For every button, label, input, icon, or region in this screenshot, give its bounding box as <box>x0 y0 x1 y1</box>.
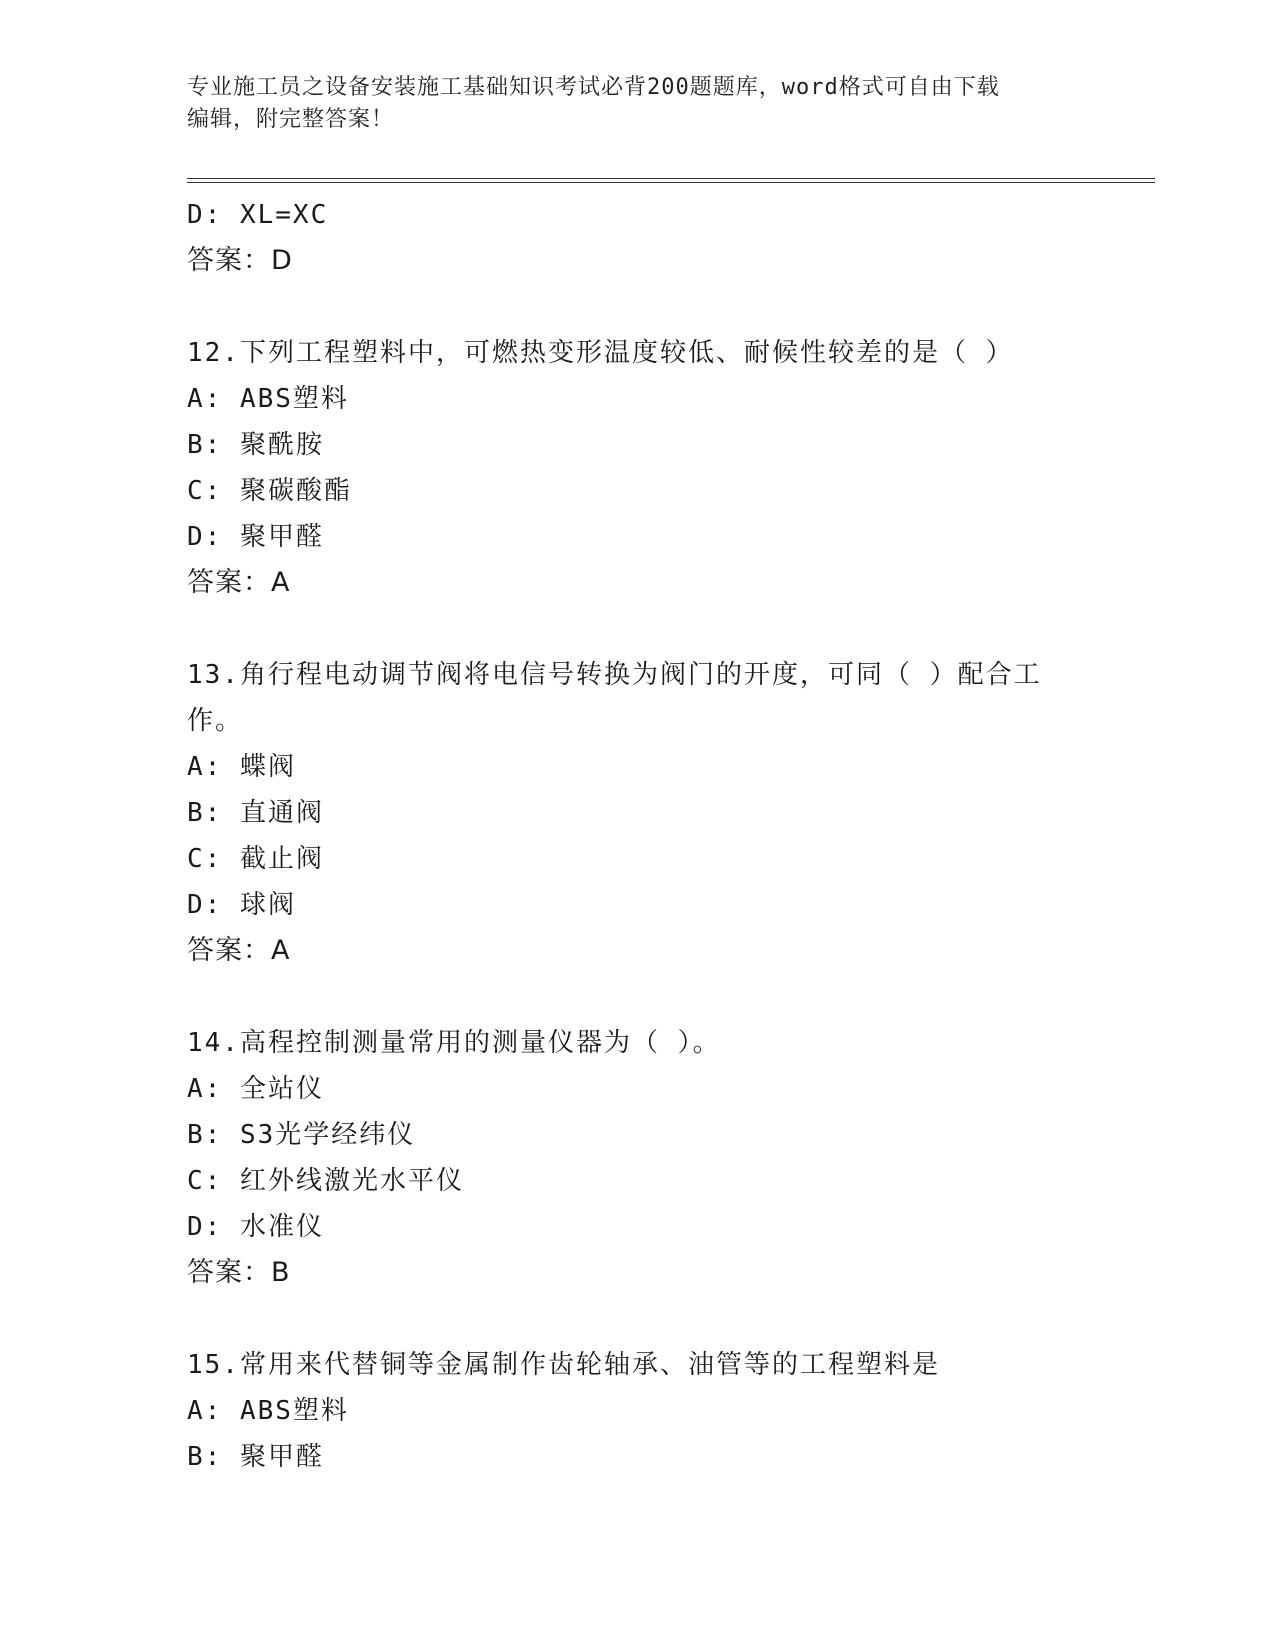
question-14 <box>187 1020 1087 1296</box>
answer: 答案：B <box>187 1257 291 1288</box>
option-a: A: 蝶阀 <box>187 752 296 782</box>
header-divider <box>187 178 1155 183</box>
option-d: D: 水准仪 <box>187 1212 324 1242</box>
spacer <box>187 1296 1087 1342</box>
option-b: B: 聚甲醛 <box>187 1442 324 1472</box>
option-a: A: ABS塑料 <box>187 1396 349 1426</box>
option-b: B: 聚酰胺 <box>187 430 324 460</box>
answer: 答案：A <box>187 935 291 966</box>
document-header <box>187 72 1087 136</box>
option-d: D: 球阀 <box>187 890 296 920</box>
option-d: D: 聚甲醛 <box>187 522 324 552</box>
option-c: C: 聚碳酸酯 <box>187 476 352 506</box>
question-stem-line-1: 13.角行程电动调节阀将电信号转换为阀门的开度，可同（ ）配合工 <box>187 660 1042 690</box>
question-15 <box>187 1342 1087 1480</box>
question-13 <box>187 652 1087 974</box>
exam-content <box>187 192 1087 1480</box>
option-c: C: 红外线激光水平仪 <box>187 1166 464 1196</box>
header-title-line-2: 编辑，附完整答案！ <box>187 107 395 132</box>
answer: 答案：A <box>187 567 291 598</box>
question-stem: 14.高程控制测量常用的测量仪器为（ ）。 <box>187 1028 721 1058</box>
option-b: B: S3光学经纬仪 <box>187 1120 416 1150</box>
question-12 <box>187 330 1087 606</box>
question-stem: 15.常用来代替铜等金属制作齿轮轴承、油管等的工程塑料是 <box>187 1350 940 1380</box>
option-c: C: 截止阀 <box>187 844 324 874</box>
spacer <box>187 974 1087 1020</box>
question-stem: 12.下列工程塑料中，可燃热变形温度较低、耐候性较差的是（ ） <box>187 338 1014 368</box>
option-a: A: 全站仪 <box>187 1074 324 1104</box>
option-a: A: ABS塑料 <box>187 384 349 414</box>
header-title-line-1: 专业施工员之设备安装施工基础知识考试必背200题题库，word格式可自由下载 <box>187 75 1000 100</box>
answer: 答案：D <box>187 245 293 276</box>
spacer <box>187 284 1087 330</box>
spacer <box>187 606 1087 652</box>
question-stem-line-2: 作。 <box>187 706 244 736</box>
option-b: B: 直通阀 <box>187 798 324 828</box>
option-d: D: XL=XC <box>187 200 329 230</box>
